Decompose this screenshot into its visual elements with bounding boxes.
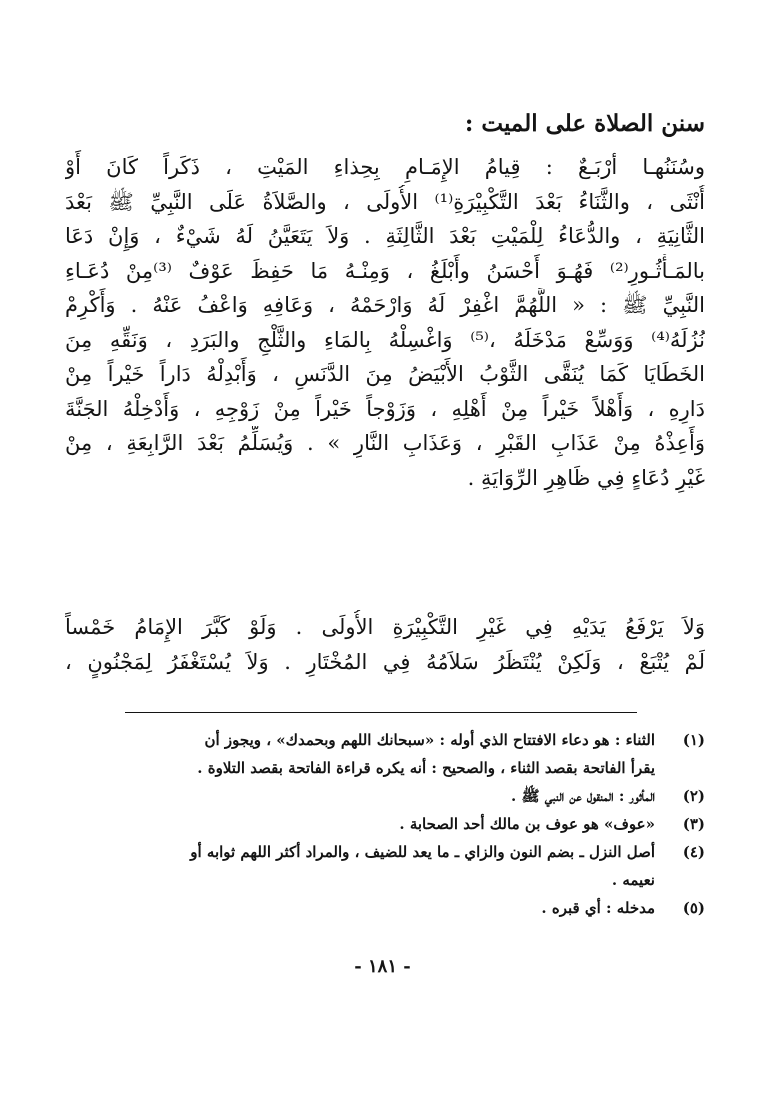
text-line: نُزُلَهُ⁽⁴⁾ وَوَسِّعْ مَدْخَلَهُ ،⁽⁵⁾ وَاغْسِلْهُ بِالمَاءِ والثَّلْجِ والبَرَدِ ، وَنَقِّهِ مِنَ: [65, 327, 705, 352]
footnote-text: [65, 810, 655, 838]
footnote-number: (٤): [682, 843, 705, 861]
footnote-line: مدخله : أي قبره .: [541, 899, 655, 917]
second-paragraph: [65, 610, 705, 679]
footnote-text: [65, 726, 655, 782]
footnote-item: [65, 894, 705, 922]
text-line: وسُنَنُهـا أرْبَـعٌ : قِيامُ الإِمَـامِ بِحِذاءِ المَيْتِ ، ذَكَراً كَانَ أَوْ: [65, 155, 705, 179]
footnote-text: [65, 782, 655, 810]
footnote-item: [65, 726, 705, 782]
footnotes: [65, 726, 705, 922]
text-line: الثَّانِيَةِ ، والدُّعَاءُ لِلْمَيْتِ بَعْدَ الثَّالِثَةِ . وَلاَ يَتَعَيَّنُ لَهُ شَيْءٌ ، وَإِنْ دَعَا: [65, 224, 705, 248]
footnote-item: [65, 838, 705, 894]
text-line: وَلاَ يَرْفَعُ يَدَيْهِ فِي غَيْرِ التَّكْبِيْرَةِ الأُولَى . وَلَوْ كَبَّرَ الإِمَامُ خَمْساً: [65, 615, 705, 639]
footnote-item: [65, 782, 705, 810]
main-paragraph: [65, 150, 705, 495]
section-heading: سنن الصلاة على الميت :: [464, 110, 705, 137]
text-line: وَأَعِذْهُ مِنْ عَذَابِ القَبْرِ ، وَعَذَابِ النَّارِ » . وَيُسَلِّمُ بَعْدَ الرَّابِعَةِ ، مِنْ: [65, 431, 705, 455]
footnote-divider: [125, 712, 637, 713]
text-line: لَمْ يُتْبَعْ ، وَلَكِنْ يُنْتَظَرُ سَلاَمُهُ فِي المُخْتَارِ . وَلاَ يُسْتَغْفَرُ لِمَجْنُونٍ ،: [65, 649, 705, 674]
footnote-line: المأثور : المنقول عن النبي ﷺ .: [511, 787, 655, 805]
page-number: - ١٨١ -: [354, 956, 411, 977]
text-line: النَّبِيِّ ﷺ : « اللَّهُمَّ اغْفِرْ لَهُ وَارْحَمْهُ ، وَعَافِهِ وَاعْفُ عَنْهُ . وَأَكْرِمْ: [65, 293, 705, 317]
footnote-text: [65, 894, 655, 922]
footnote-line: أصل النزل ـ بضم النون والزاي ـ ما يعد للضيف ، والمراد أكثر اللهم ثوابه أو: [190, 843, 655, 861]
footnote-number: (٣): [682, 815, 705, 833]
text-line: الخَطَايَا كَمَا يُنَقَّى الثَّوْبُ الأَبْيَضُ مِنَ الدَّنَسِ ، وَأَبْدِلْهُ دَاراً خَيْراً مِنْ: [65, 362, 705, 386]
text-line: بالمَـأْثُـورِ⁽²⁾ فَهُـوَ أَحْسَنُ وأَبْلَغُ ، وَمِنْـهُ مَا حَفِظَ عَوْفٌ ⁽³⁾مِنْ دُعَـاءِ: [65, 258, 705, 283]
footnote-text: [65, 838, 655, 894]
footnote-line: يقرأ الفاتحة بقصد الثناء ، والصحيح : أنه يكره قراءة الفاتحة بقصد التلاوة .: [197, 759, 655, 777]
text-line: غَيْرِ دُعَاءٍ فِي ظَاهِرِ الرِّوَايَةِ .: [467, 465, 705, 490]
footnote-item: [65, 810, 705, 838]
footnote-number: (١): [682, 731, 705, 749]
footnote-number: (٥): [682, 899, 705, 917]
text-line: دَارِهِ ، وَأَهْلاً خَيْراً مِنْ أَهْلِهِ ، وَزَوْجاً خَيْراً مِنْ زَوْجِهِ ، وَأَدْخِلْهُ الجَنَّةَ: [65, 396, 705, 421]
footnote-number: (٢): [682, 787, 705, 805]
text-line: أُنْثَى ، والثَّنَاءُ بَعْدَ التَّكْبِيْرَةِ⁽¹⁾ الأُولَى ، والصَّلاَةُ عَلَى النَّبِيِّ ﷺ بَعْدَ: [65, 189, 705, 214]
footnote-line: «عوف» هو عوف بن مالك أحد الصحابة .: [399, 815, 655, 833]
footnote-line: نعيمه .: [611, 871, 655, 889]
footnote-line: الثناء : هو دعاء الافتتاح الذي أوله : «سبحانك اللهم وبحمدك» ، ويجوز أن: [204, 731, 655, 749]
